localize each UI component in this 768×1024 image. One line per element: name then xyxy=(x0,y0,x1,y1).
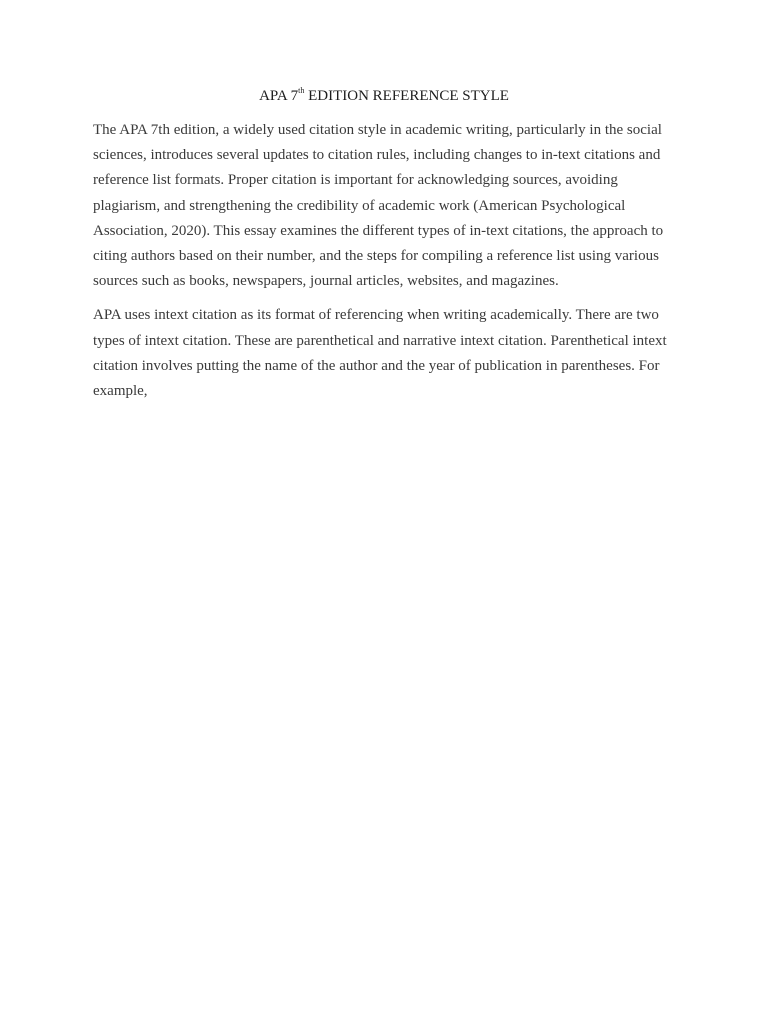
title-prefix: APA 7 xyxy=(259,88,299,104)
title-superscript: th xyxy=(298,86,305,95)
paragraph-introduction: The APA 7th edition, a widely used citation style in academic writing, particularly in the social sciences, introduces several updates to citation rules, including changes to in-text citations and reference list formats. Proper citation is important for acknowledging sources, avoiding plagiarism, and strengthening the credibility of academic work (American Psychological Association, 2020). This essay examines the different types of in-text citations, the approach to citing authors based on their number, and the steps for compiling a reference list using various sources such as books, newspapers, journal articles, websites, and magazines. xyxy=(93,122,664,290)
paragraph-intext-citation: APA uses intext citation as its format of referencing when writing academically. There are two types of intext citation. These are parenthetical and narrative intext citation. Parenthetical intext citation involves putting the name of the author and the year of publication in parentheses. For example, xyxy=(93,307,667,400)
title-suffix: EDITION REFERENCE STYLE xyxy=(304,88,509,104)
document-title xyxy=(93,86,675,106)
document-body xyxy=(93,118,683,404)
